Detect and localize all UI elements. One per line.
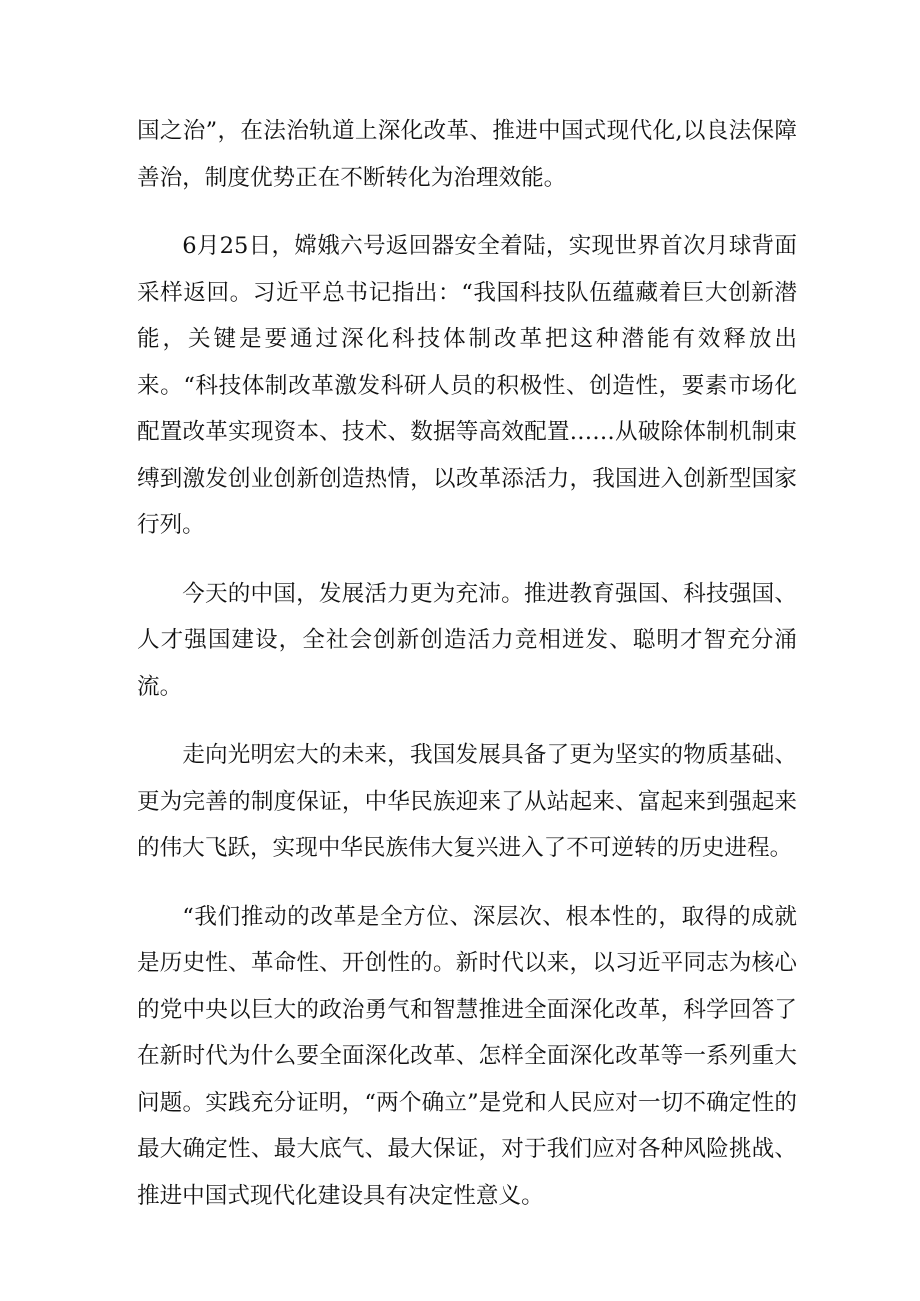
document-body xyxy=(137,108,797,1241)
paragraph-reform: “我们推动的改革是全方位、深层次、根本性的，取得的成就是历史性、革命性、开创性的。新时代以来，以习近平同志为核心的党中央以巨大的政治勇气和智慧推进全面深化改革，科学回答了在新时代为什么要全面深化改革、怎样全面深化改革等一系列重大问题。实践充分证明，“两个确立”是党和人民应对一切不确定性的最大确定性、最大底气、最大保证，对于我们应对各种风险挑战、推进中国式现代化建设具有决定性意义。 xyxy=(137,903,797,1209)
paragraph-vitality: 今天的中国，发展活力更为充沛。推进教育强国、科技强国、人才强国建设，全社会创新创造活力竞相迸发、聪明才智充分涌流。 xyxy=(137,580,797,700)
paragraph-future: 走向光明宏大的未来，我国发展具备了更为坚实的物质基础、更为完善的制度保证，中华民族迎来了从站起来、富起来到强起来的伟大飞跃，实现中华民族伟大复兴进入了不可逆转的历史进程。 xyxy=(137,742,797,861)
paragraph-continuation: 国之治”，在法治轨道上深化改革、推进中国式现代化,以良法保障善治，制度优势正在不断转化为治理效能。 xyxy=(137,118,797,191)
paragraph-change-e6: 6月25日，嫦娥六号返回器安全着陆，实现世界首次月球背面采样返回。习近平总书记指出：“我国科技队伍蕴藏着巨大创新潜能，关键是要通过深化科技体制改革把这种潜能有效释放出来。“科技体制改革激发科研人员的积极性、创造性，要素市场化配置改革实现资本、技术、数据等高效配置……从破除体制机制束缚到激发创业创新创造热情，以改革添活力，我国进入创新型国家行列。 xyxy=(137,233,797,538)
